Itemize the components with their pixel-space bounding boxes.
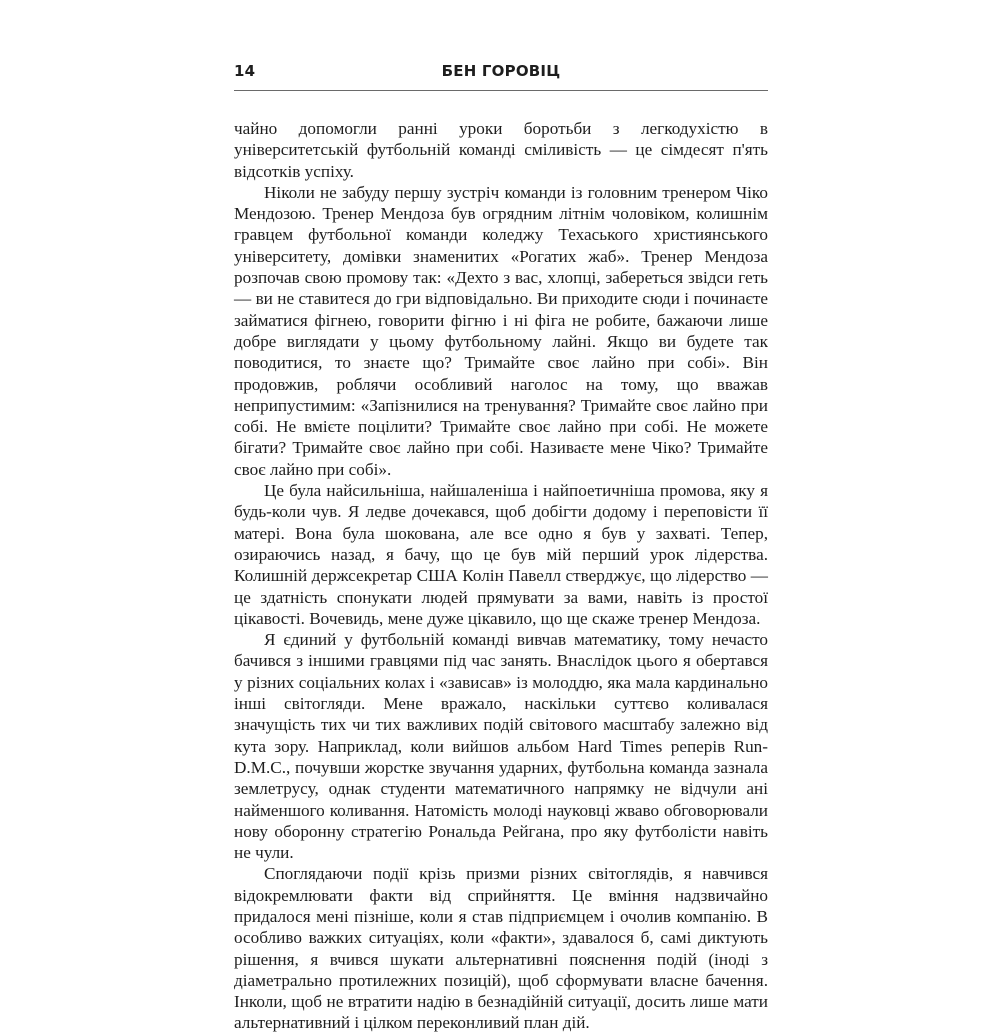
book-page: [234, 50, 768, 1033]
paragraph-coach-mendoza: Ніколи не забуду першу зустріч команди із головним тренером Чіко Мендозою. Тренер Мендоза був огрядним літнім чоловіком, колишнім гравцем футбольної команди коледжу Техаського християнського університету, домівки знаменитих «Рогатих жаб». Тренер Мендоза розпочав свою промову так: «Дехто з вас, хлопці, забереться звідси геть — ви не ставитеся до гри відповідально. Ви приходите сюди і починаєте займатися фігнею, говорити фігню і ні фіга не робите, бажаючи лише добре виглядати у цьому футбольному лайні. Якщо ви будете так поводитися, то знаєте що? Тримайте своє лайно при собі». Він продовжив, роблячи особливий наголос на тому, що вважав неприпустимим: «Запізнилися на тренування? Тримайте своє лайно при собі. Не вмієте поцілити? Тримайте своє лайно при собі. Не можете бігати? Тримайте своє лайно при собі. Називаєте мене Чіко? Тримайте своє лайно при собі».: [234, 182, 768, 479]
paragraph-continuation: чайно допомогли ранні уроки боротьби з легкодухістю в університетській футбольній команді сміливість — це сімдесят п'ять відсотків успіху.: [234, 119, 768, 181]
page-number: 14: [234, 62, 256, 80]
paragraph-leadership-lesson: Це була найсильніша, найшаленіша і найпоетичніша промова, яку я будь-коли чув. Я ледве дочекався, щоб добігти додому і переповісти її матері. Вона була шокована, але все одно я був у захваті. Тепер, озираючись назад, я бачу, що це був мій перший урок лідерства. Колишній держсекретар США Колін Павелл стверджує, що лідерство — це здатність спонукати людей прямувати за вами, навіть із простої цікавості. Вочевидь, мене дуже цікавило, що ще скаже тренер Мендоза.: [234, 481, 768, 628]
paragraph-math-student: Я єдиний у футбольній команді вивчав математику, тому нечасто бачився з іншими гравцями під час занять. Внаслідок цього я обертався у різних соціальних колах і «зависав» із молоддю, яка мала кардинально інші світогляди. Мене вражало, наскільки суттєво коливалася значущість тих чи тих важливих подій світового масштабу залежно від кута зору. Наприклад, коли вийшов альбом Hard Times реперів Run-D.M.C., почувши жорстке звучання ударних, футбольна команда зазнала землетрусу, однак студенти математичного напрямку не відчули ані найменшого коливання. Натомість молоді науковці жваво обговорювали нову оборонну стратегію Рональда Рейгана, про яку футболісти навіть не чули.: [234, 630, 768, 863]
header-rule: [234, 90, 768, 91]
paragraph-worldviews: Споглядаючи події крізь призми різних світоглядів, я навчився відокремлювати факти від сприйняття. Це вміння надзвичайно придалося мені пізніше, коли я став підприємцем і очолив компанію. В особливо важких ситуаціях, коли «факти», здавалося б, самі диктують рішення, я вчився шукати альтернативні пояснення подій (іноді з діаметрально протилежних позицій), щоб сформувати власне бачення. Інколи, щоб не втратити надію в безнадійній ситуації, досить лише мати альтернативний і цілком переконливий план дій.: [234, 864, 768, 1033]
running-head-author: БЕН ГОРОВІЦ: [441, 62, 561, 80]
body-text: [234, 118, 768, 1034]
running-head: [234, 62, 768, 88]
